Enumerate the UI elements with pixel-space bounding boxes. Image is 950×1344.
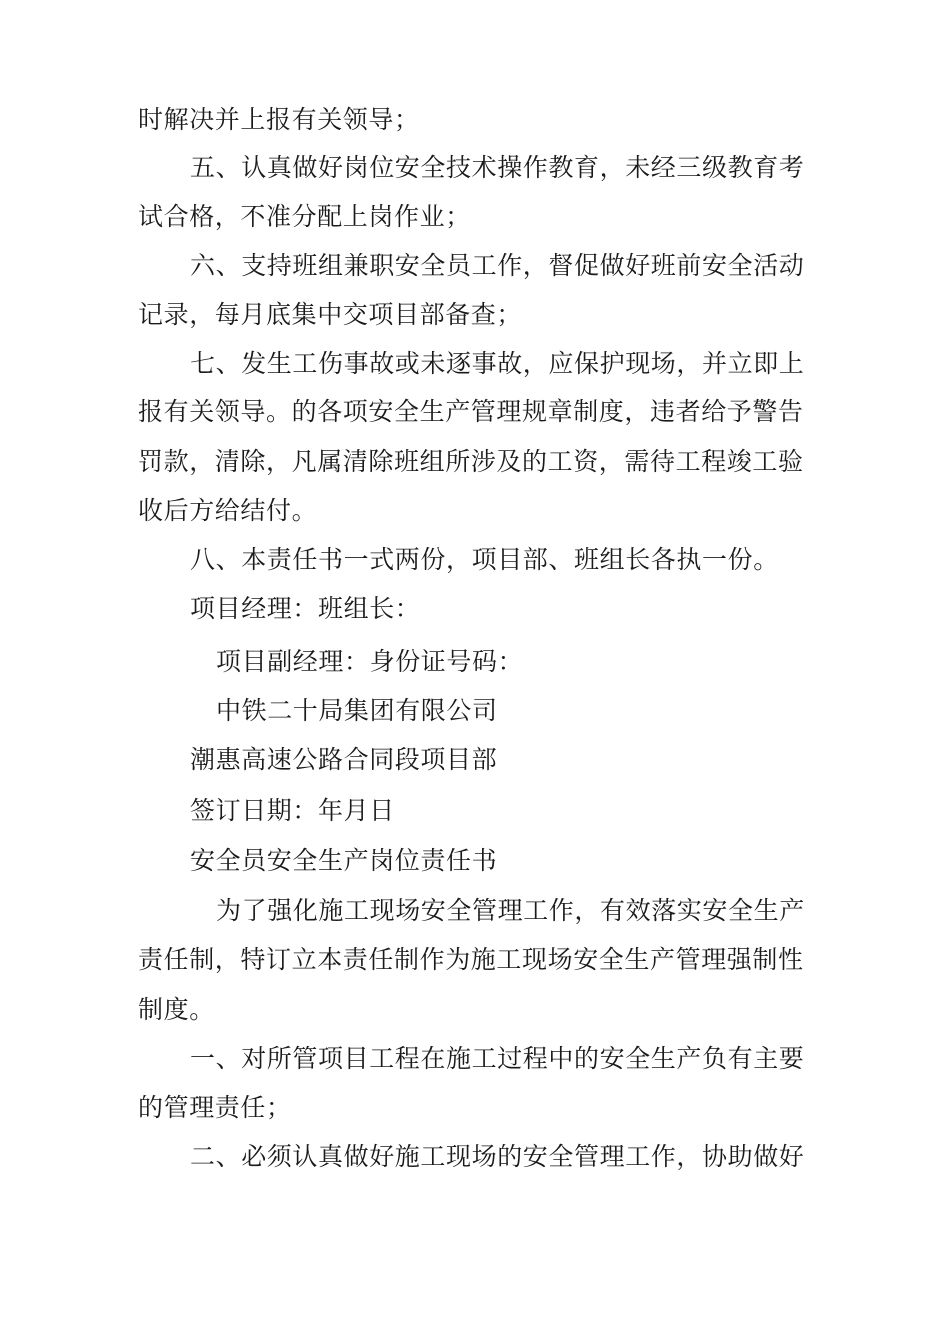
text-line: 罚款，清除，凡属清除班组所涉及的工资，需待工程竣工验 [138,447,804,476]
text-line: 一、对所管项目工程在施工过程中的安全生产负有主要 [190,1044,805,1073]
text-line: 试合格，不准分配上岗作业； [138,202,471,231]
text-line: 报有关领导。的各项安全生产管理规章制度，违者给予警告 [138,397,804,426]
text-line: 制度。 [138,995,215,1024]
text-line: 二、必须认真做好施工现场的安全管理工作，协助做好 [190,1142,805,1171]
text-line: 记录，每月底集中交项目部备查； [138,300,523,329]
text-line: 七、发生工伤事故或未逐事故，应保护现场，并立即上 [190,349,805,378]
text-line: 潮惠高速公路合同段项目部 [190,745,498,774]
text-line: 的管理责任； [138,1093,292,1122]
text-line: 五、认真做好岗位安全技术操作教育，未经三级教育考 [190,153,805,182]
text-line: 项目经理：班组长： [190,594,421,623]
text-line: 中铁二十局集团有限公司 [216,696,498,725]
text-line: 项目副经理：身份证号码： [216,647,524,676]
text-line: 时解决并上报有关领导； [138,105,420,134]
text-line: 收后方给结付。 [138,496,318,525]
text-line: 八、本责任书一式两份，项目部、班组长各执一份。 [190,545,779,574]
text-line: 责任制，特订立本责任制作为施工现场安全生产管理强制性 [138,945,804,974]
text-line: 六、支持班组兼职安全员工作，督促做好班前安全活动 [190,251,805,280]
text-line: 安全员安全生产岗位责任书 [190,846,498,875]
text-line: 为了强化施工现场安全管理工作，有效落实安全生产 [216,896,805,925]
text-line: 签订日期：年月日 [190,796,395,825]
